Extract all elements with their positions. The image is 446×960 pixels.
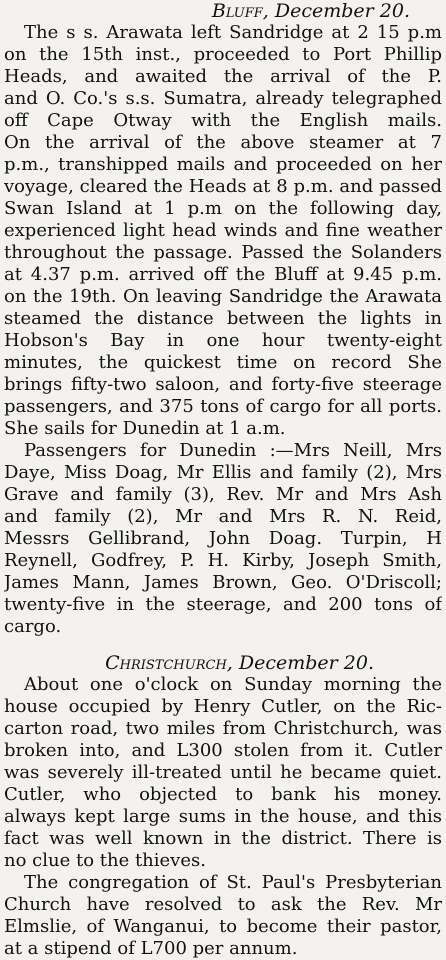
text-line: was severely ill-treated until he became quiet.: [4, 762, 442, 783]
text-line: broken into, and L300 stolen from it. Cutler: [4, 740, 442, 761]
text-line: throughout the passage. Passed the Solanders: [4, 242, 442, 263]
text-line: voyage, cleared the Heads at 8 p.m. and passed: [4, 176, 442, 197]
text-line: The s s. Arawata left Sandridge at 2 15 p.m: [24, 22, 442, 43]
text-line: Passengers for Dunedin :—Mrs Neill, Mrs: [24, 440, 442, 461]
text-line: always kept large sums in the house, and this: [4, 806, 442, 827]
text-line: Reynell, Godfrey, P. H. Kirby, Joseph Smith,: [4, 550, 442, 571]
text-line: She sails for Dunedin at 1 a.m.: [4, 418, 286, 439]
text-line: Grave and family (3), Rev. Mr and Mrs Ash: [4, 484, 442, 505]
text-line: Cutler, who objected to bank his money.: [4, 784, 442, 805]
text-line: fact was well known in the district. There is: [4, 828, 442, 849]
bluff-article: [4, 22, 442, 638]
text-line: experienced light head winds and fine weather: [4, 220, 442, 241]
bluff-dateline: [4, 0, 442, 22]
text-line: and O. Co.'s s.s. Sumatra, already telegraphed: [4, 88, 442, 109]
text-line: James Mann, James Brown, Geo. O'Driscoll;: [4, 572, 442, 593]
text-line: twenty-five in the steerage, and 200 tons of: [4, 594, 442, 615]
text-line: at 4.37 p.m. arrived off the Bluff at 9.45 p.m.: [4, 264, 442, 285]
text-line: On the arrival of the above steamer at 7: [4, 132, 442, 153]
text-line: cargo.: [4, 616, 62, 637]
text-line: Messrs Gellibrand, John Doag. Turpin, H: [4, 528, 442, 549]
christchurch-article: [4, 674, 442, 960]
text-line: at a stipend of L700 per annum.: [4, 938, 298, 959]
bluff-dateline-date: December 20.: [274, 0, 410, 22]
text-line: on the 15th inst., proceeded to Port Phillip: [4, 44, 442, 65]
text-line: on the 19th. On leaving Sandridge the Arawata: [4, 286, 442, 307]
text-line: and family (2), Mr and Mrs R. N. Reid,: [4, 506, 442, 527]
bluff-paragraph-passengers: [4, 440, 442, 638]
text-line: carton road, two miles from Christchurch, was: [4, 718, 442, 739]
text-line: Daye, Miss Doag, Mr Ellis and family (2), Mrs: [4, 462, 442, 483]
text-line: p.m., transhipped mails and proceeded on her: [4, 154, 442, 175]
text-line: minutes, the quickest time on record She: [4, 352, 442, 373]
text-line: About one o'clock on Sunday morning the: [24, 674, 442, 695]
text-line: Hobson's Bay in one hour twenty-eight: [4, 330, 442, 351]
christchurch-dateline-place: Christchurch,: [105, 652, 233, 674]
christchurch-dateline-date: December 20.: [238, 652, 374, 674]
text-line: passengers, and 375 tons of cargo for all ports.: [4, 396, 442, 417]
text-line: Heads, and awaited the arrival of the P.: [4, 66, 442, 87]
text-line: steamed the distance between the lights in: [4, 308, 442, 329]
text-line: no clue to the thieves.: [4, 850, 206, 871]
text-line: off Cape Otway with the English mails.: [4, 110, 442, 131]
text-line: The congregation of St. Paul's Presbyterian: [24, 872, 442, 893]
bluff-paragraph-arawata: [4, 22, 442, 440]
christchurch-dateline: [4, 652, 442, 674]
christchurch-paragraph-congregation: [4, 872, 442, 960]
text-line: brings fifty-two saloon, and forty-five steerage: [4, 374, 442, 395]
text-line: Elmslie, of Wanganui, to become their pastor,: [4, 916, 442, 937]
text-line: Church have resolved to ask the Rev. Mr: [4, 894, 442, 915]
bluff-dateline-place: Bluff,: [211, 0, 269, 22]
text-line: house occupied by Henry Cutler, on the Ric-: [4, 696, 442, 717]
christchurch-paragraph-robbery: [4, 674, 442, 872]
text-line: Swan Island at 1 p.m on the following day,: [4, 198, 442, 219]
